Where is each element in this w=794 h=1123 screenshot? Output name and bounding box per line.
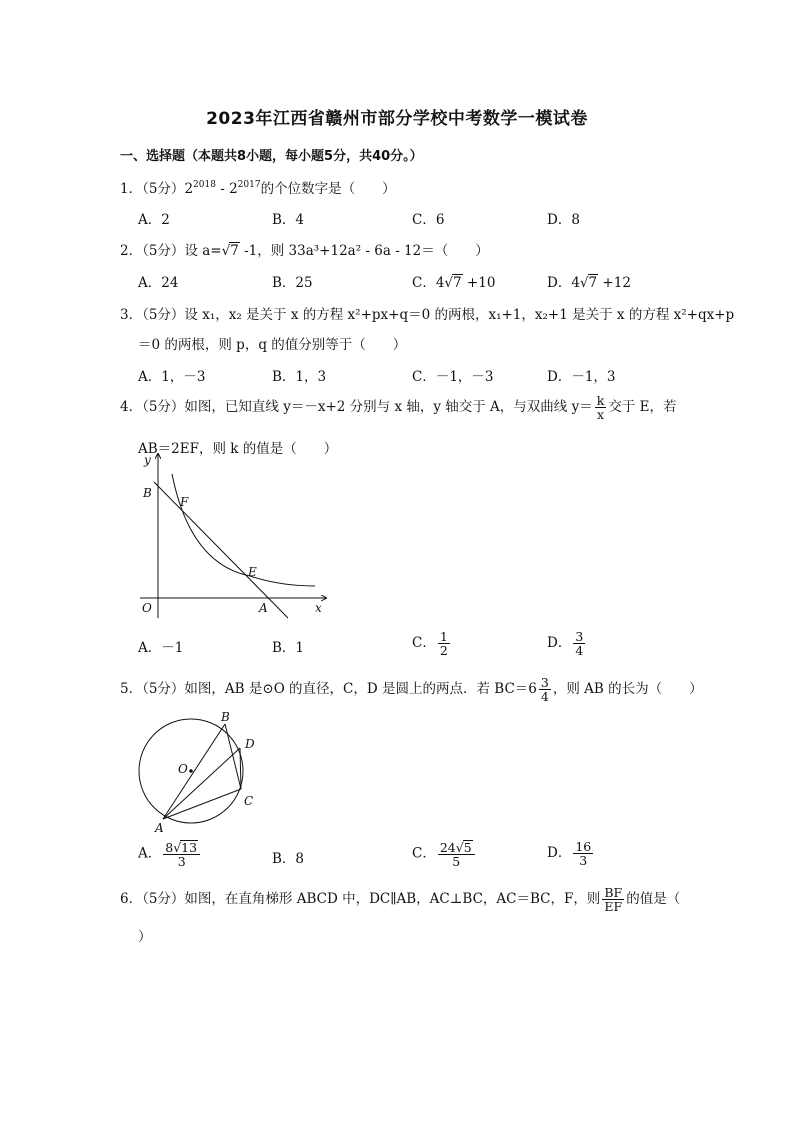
q5-frac-den: 4	[540, 689, 549, 705]
q5-label-d: D	[245, 737, 255, 751]
q5-option-a-fraction	[163, 840, 200, 868]
q1-exp1: 2018	[193, 180, 216, 190]
q5-option-c	[412, 840, 477, 868]
q5-option-c-coef: 24	[439, 840, 456, 855]
q1-option-d: D．8	[547, 212, 580, 228]
q4-label-x: x	[315, 601, 322, 615]
q3-option-a: A．1，－3	[138, 369, 206, 385]
q4-option-d	[547, 630, 587, 657]
q5-option-c-num	[438, 840, 475, 855]
q4-option-a: A．－1	[138, 640, 184, 656]
q5-label-a: A	[155, 821, 164, 835]
q5-option-a-radicand: 13	[181, 840, 198, 855]
q2-option-d-post: +12	[598, 275, 631, 291]
q1-exp2: 2017	[237, 180, 261, 190]
q2-option-b: B．25	[272, 275, 313, 291]
q5-fraction	[539, 676, 551, 703]
q4-text-pre: 4．（5分）如图，已知直线 y＝－x+2 分别与 x 轴，y 轴交于 A，与双曲线 y＝	[120, 399, 593, 416]
question-1	[120, 177, 396, 197]
q6-text-post: 的值是（	[626, 891, 681, 908]
q2-option-d	[547, 271, 631, 291]
q5-chord-dc	[240, 748, 241, 789]
q4-hyperbola	[172, 474, 315, 586]
q5-label-o: O	[178, 762, 188, 776]
q5-option-d-fraction	[573, 840, 593, 867]
q5-chord-ad	[163, 748, 240, 819]
q3-option-b: B．1，3	[272, 369, 327, 385]
q5-option-d-num: 16	[575, 839, 592, 854]
q4-frac-num: k	[596, 393, 605, 408]
q5-label-c: C	[244, 794, 254, 808]
q4-label-e: E	[248, 565, 257, 579]
q2-post: -1，则 3	[239, 243, 298, 259]
q5-option-a-sqrt: √13	[173, 840, 198, 855]
question-5	[120, 676, 703, 703]
q5-option-d-den: 3	[579, 853, 588, 869]
q5-option-a-coef: 8	[165, 840, 174, 855]
q1-tail: 的个位数字是（ ）	[260, 181, 396, 197]
q1-minus: -	[215, 181, 230, 197]
q2-expression: 3a³+12a² - 6a - 12＝（ ）	[297, 243, 489, 259]
section-heading: 一、选择题（本题共8小题，每小题5分，共40分。）	[120, 149, 423, 164]
q1-option-a: A．2	[138, 212, 170, 228]
q2-option-d-pre: D．4	[547, 275, 580, 291]
q5-chord-ac	[163, 789, 241, 819]
question-4-line-1	[120, 394, 676, 421]
q5-frac-num: 3	[540, 675, 549, 690]
q2-option-c-pre: C．4	[412, 275, 445, 291]
q5-option-a	[138, 840, 202, 868]
q5-option-c-den: 5	[452, 854, 461, 870]
q1-option-c: C．6	[412, 212, 445, 228]
q4-label-y: y	[144, 453, 151, 467]
q4-option-d-fraction	[573, 630, 585, 657]
q5-option-a-den: 3	[177, 854, 186, 870]
q5-text-post: ，则 AB 的长为（ ）	[552, 681, 703, 698]
q4-option-c-den: 2	[439, 643, 448, 659]
q2-option-d-sqrt: √7	[579, 275, 598, 291]
q2-option-d-radicand: 7	[588, 275, 598, 291]
q4-frac-den: x	[596, 407, 605, 423]
q6-frac-num: BF	[604, 885, 623, 900]
question-3-line-2: ＝0 的两根，则 p，q 的值分别等于（ ）	[138, 337, 407, 353]
question-6-line-1	[120, 886, 680, 913]
q4-option-b: B．1	[272, 640, 305, 656]
q4-label-o: O	[142, 601, 152, 615]
q5-option-d-pre: D．	[547, 845, 572, 862]
q1-number: 1．（5分）	[120, 181, 185, 197]
q6-frac-den: EF	[604, 899, 623, 915]
q5-label-b: B	[221, 710, 230, 724]
q1-option-b: B．4	[272, 212, 305, 228]
q5-option-c-radicand: 5	[463, 840, 472, 855]
q5-option-a-pre: A．	[138, 845, 162, 862]
q5-option-c-pre: C．	[412, 845, 436, 862]
q4-option-c-num: 1	[439, 629, 448, 644]
q2-radicand: 7	[230, 243, 239, 259]
q2-option-c-radicand: 7	[453, 275, 462, 291]
q4-fraction	[595, 394, 607, 421]
question-3-line-1: 3．（5分）设 x₁，x₂ 是关于 x 的方程 x²+px+q＝0 的两根，x₁+1，x₂+1 是关于 x 的方程 x²+qx+p	[120, 307, 735, 323]
q4-text-post: 交于 E，若	[608, 399, 677, 416]
q5-figure	[128, 708, 268, 836]
question-2	[120, 239, 489, 259]
q5-center-dot	[189, 769, 193, 773]
q6-fraction	[602, 886, 624, 913]
q3-option-c: C．－1，－3	[412, 369, 494, 385]
q2-pre: 设 a=	[184, 243, 222, 259]
q5-option-c-fraction	[438, 840, 475, 868]
q1-base2: 2	[229, 181, 238, 197]
q4-option-c	[412, 630, 452, 657]
q4-label-b: B	[143, 486, 152, 500]
q2-option-c	[412, 271, 495, 291]
q5-option-c-sqrt: √5	[455, 840, 472, 855]
q4-figure	[130, 452, 340, 622]
q2-sqrt: √7	[221, 243, 239, 259]
q4-option-c-fraction	[438, 630, 450, 657]
q2-option-c-sqrt: √7	[444, 275, 462, 291]
q4-option-c-pre: C．	[412, 635, 436, 652]
paper-title: 2023年江西省赣州市部分学校中考数学一模试卷	[206, 109, 588, 129]
q4-option-d-num: 3	[575, 629, 584, 644]
question-4-line-2: AB＝2EF，则 k 的值是（ ）	[138, 441, 338, 457]
q4-option-d-den: 4	[575, 643, 584, 659]
q3-option-d: D．－1，3	[547, 369, 616, 385]
q5-chord-bc	[225, 724, 241, 789]
q2-option-c-post: +10	[462, 275, 496, 291]
q4-option-d-pre: D．	[547, 635, 572, 652]
q5-diameter-ab	[163, 724, 225, 819]
question-6-line-2: ）	[138, 929, 152, 945]
q4-label-f: F	[180, 495, 189, 509]
q2-option-a: A．24	[138, 275, 179, 291]
q2-number: 2．（5分）	[120, 243, 185, 259]
q5-option-a-num	[163, 840, 200, 855]
q5-text-pre: 5．（5分）如图，AB 是⊙O 的直径，C，D 是圆上的两点．若 BC＝6	[120, 681, 537, 698]
q1-base1: 2	[184, 181, 194, 197]
q5-option-d	[547, 840, 595, 867]
q6-text-pre: 6．（5分）如图，在直角梯形 ABCD 中，DC∥AB，AC⊥BC，AC＝BC，F，则	[120, 891, 601, 908]
q5-option-b: B．8	[272, 851, 305, 867]
q4-label-a: A	[259, 601, 268, 615]
